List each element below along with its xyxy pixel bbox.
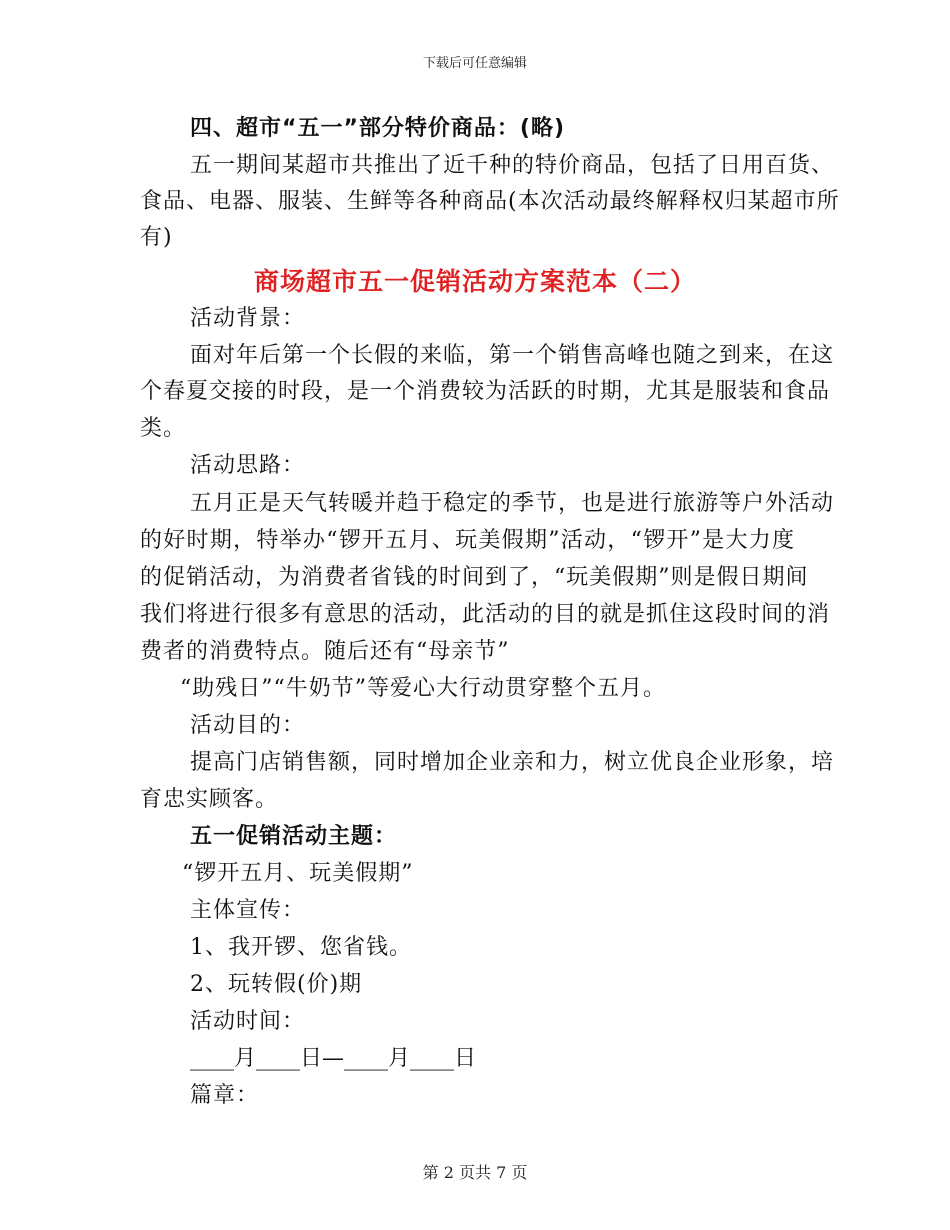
time-value: ____月____日—____月____日 <box>190 1046 477 1071</box>
goal-label: 活动目的： <box>190 713 306 738</box>
idea-line-3: 的促销活动，为消费者省钱的时间到了，“玩美假期”则是假日期间 <box>140 565 809 590</box>
promo-item-1: 1、我开锣、您省钱。 <box>190 935 412 960</box>
section4-line-1: 五一期间某超市共推出了近千种的特价商品，包括了日用百货、 <box>190 153 835 178</box>
section4-line-2: 食品、电器、服装、生鲜等各种商品(本次活动最终解释权归某超市所 <box>140 189 840 214</box>
background-label: 活动背景： <box>190 306 306 331</box>
idea-line-2: 的好时期，特举办“锣开五月、玩美假期”活动，“锣开”是大力度 <box>140 528 795 553</box>
background-line-2: 个春夏交接的时段，是一个消费较为活跃的时期，尤其是服装和食品 <box>140 379 831 404</box>
promo-label: 主体宣传： <box>190 898 306 923</box>
idea-line-4: 我们将进行很多有意思的活动，此活动的目的就是抓住这段时间的消 <box>140 602 831 627</box>
section4-heading: 四、超市“五一”部分特价商品：(略) <box>190 116 566 141</box>
time-label: 活动时间： <box>190 1009 306 1034</box>
theme-value: “锣开五月、玩美假期” <box>182 861 414 886</box>
document-title: 商场超市五一促销活动方案范本（二） <box>253 267 696 296</box>
idea-line-6: “助残日”“牛奶节”等爱心大行动贯穿整个五月。 <box>180 676 666 701</box>
goal-line-1: 提高门店销售额，同时增加企业亲和力，树立优良企业形象，培 <box>190 750 835 775</box>
idea-label: 活动思路： <box>190 453 306 478</box>
idea-line-1: 五月正是天气转暖并趋于稳定的季节，也是进行旅游等户外活动 <box>190 491 835 516</box>
background-line-3: 类。 <box>140 416 187 441</box>
goal-line-2: 育忠实顾客。 <box>140 787 279 812</box>
page-header: 下载后可任意编辑 <box>422 56 527 71</box>
page-footer: 第 2 页共 7 页 <box>422 1163 528 1182</box>
promo-item-2: 2、玩转假(价)期 <box>190 972 363 997</box>
background-line-1: 面对年后第一个长假的来临，第一个销售高峰也随之到来，在这 <box>190 343 835 368</box>
idea-line-5: 费者的消费特点。随后还有“母亲节” <box>140 639 510 664</box>
section4-line-3: 有) <box>140 225 173 250</box>
chapter-label: 篇章： <box>190 1083 260 1108</box>
theme-heading: 五一促销活动主题： <box>190 824 398 849</box>
